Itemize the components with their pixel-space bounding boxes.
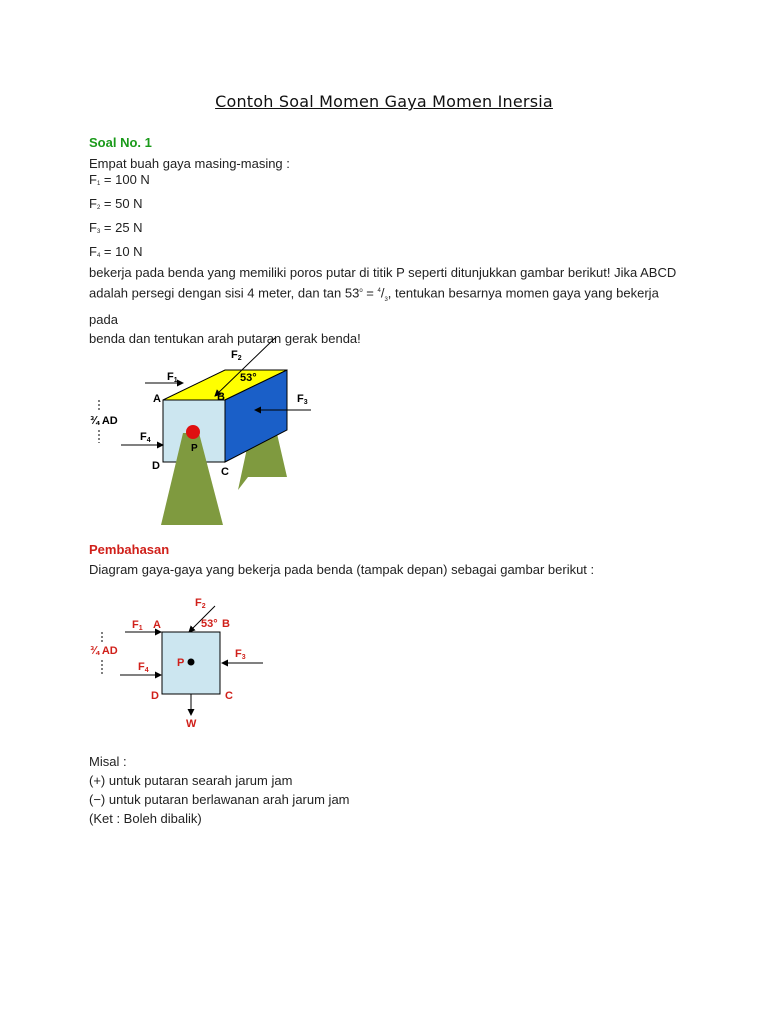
label-p: P <box>191 443 198 454</box>
misal-line-3: (−) untuk putaran berlawanan arah jarum jam <box>89 792 350 807</box>
force-item-1: $F_1 = 100$ N <box>89 172 150 187</box>
label-d-front: D <box>151 690 159 702</box>
misal-line-2: (+) untuk putaran searah jarum jam <box>89 773 293 788</box>
svg-text:F2: F2 <box>231 349 242 362</box>
pembahasan-heading: Pembahasan <box>89 542 170 557</box>
label-d: D <box>152 460 160 472</box>
angle-label-front: 53° <box>201 618 218 630</box>
figure-1-diagram <box>85 330 325 530</box>
figure-2-diagram <box>85 590 285 735</box>
pembahasan-line: Diagram gaya-gaya yang bekerja pada benda (tampak depan) sebagai gambar berikut : <box>89 562 595 577</box>
pivot-point <box>186 425 200 439</box>
svg-text:F4: F4 <box>140 431 151 444</box>
angle-label: 53° <box>240 372 257 384</box>
dimension-label: ¾ AD <box>90 415 118 427</box>
svg-text:F3: F3 <box>297 393 308 406</box>
svg-text:F4: F4 <box>138 661 149 674</box>
svg-text:F1: F1 <box>167 371 178 384</box>
paragraph-line-1: bekerja pada benda yang memiliki poros putar di titik P seperti ditunjukkan gambar berikut! Jika ABCD <box>89 265 677 280</box>
soal-heading: Soal No. 1 <box>89 135 152 150</box>
dimension-label-front: ¾ AD <box>90 645 118 657</box>
paragraph-line-3: benda dan tentukan arah putaran gerak benda! <box>89 330 361 346</box>
label-c: C <box>221 466 229 478</box>
label-b: B <box>217 391 225 403</box>
svg-text:F1: F1 <box>132 619 143 632</box>
label-b-front: B <box>222 618 230 630</box>
label-w: W <box>186 718 197 730</box>
misal-line-4: (Ket : Boleh dibalik) <box>89 811 202 826</box>
misal-line-1: Misal : <box>89 754 127 769</box>
svg-text:F2: F2 <box>195 597 206 610</box>
soal-intro: Empat buah gaya masing-masing : <box>89 156 290 171</box>
force-item-2: $F_2 = 50$ N <box>89 196 143 211</box>
force-item-3: $F_3 = 25$ N <box>89 220 143 235</box>
label-c-front: C <box>225 690 233 702</box>
svg-text:F3: F3 <box>235 648 246 661</box>
label-p-front: P <box>177 657 185 669</box>
misal-block <box>89 752 350 828</box>
force-item-4: $F_4 = 10$ N <box>89 244 143 259</box>
pivot-dot <box>188 659 195 666</box>
label-a: A <box>153 393 161 405</box>
label-a-front: A <box>153 619 161 631</box>
force-list <box>89 170 150 266</box>
paragraph-line-2: adalah persegi dengan sisi 4 meter, dan $\tan 53^o = ^4/_3$, tentukan besarnya momen gaya yang bekerja pada <box>89 285 659 327</box>
page-title: Contoh Soal Momen Gaya Momen Inersia <box>215 92 553 111</box>
